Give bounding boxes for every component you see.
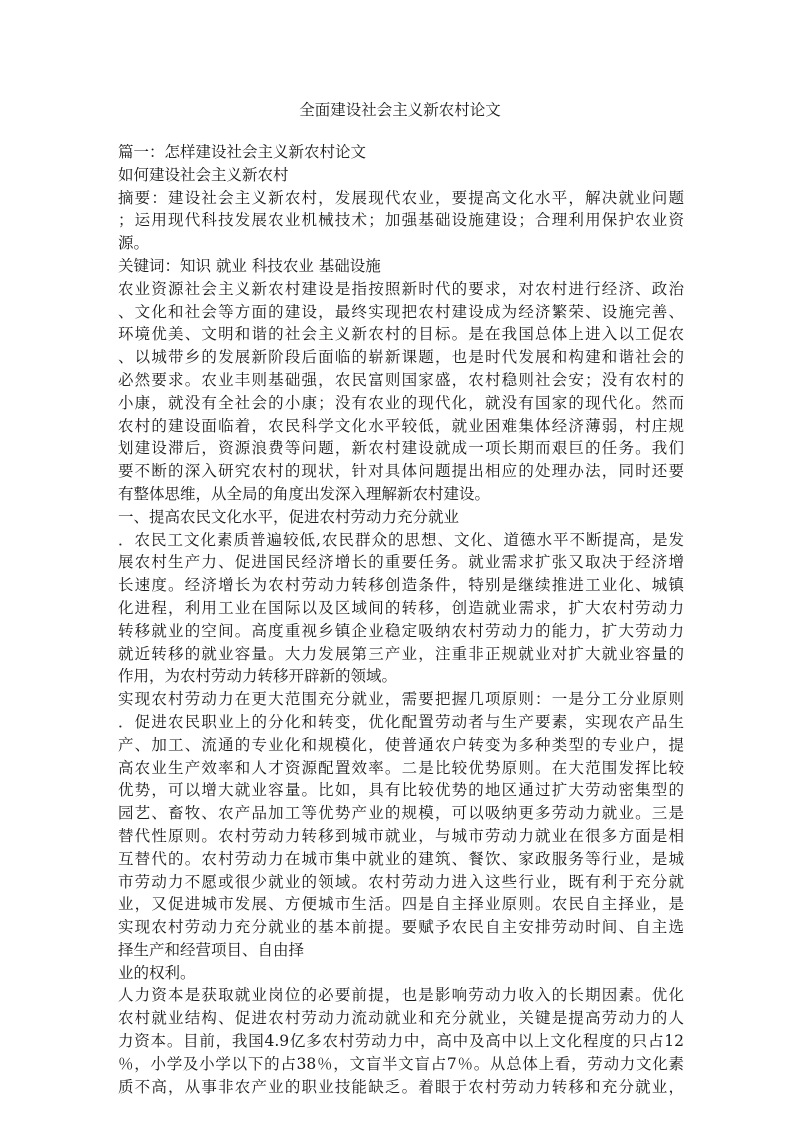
text-line: 一、提高农民文化水平，促进农村劳动力充分就业 [118,507,460,526]
text-line: 互替代的。农村劳动力在城市集中就业的建筑、餐饮、家政服务等行业，是城 [118,849,684,868]
text-line: 源。 [118,234,150,253]
text-line: 长速度。经济增长为农村劳动力转移创造条件，特别是继续推进工业化、城镇 [118,576,684,595]
text-line: 关键词：知识 就业 科技农业 基础设施 [118,256,381,275]
text-line: 质不高，从事非农产业的职业技能缺乏。着眼于农村劳动力转移和充分就业， [118,1077,684,1096]
text-line: 篇一：怎样建设社会主义新农村论文 [118,143,367,161]
text-line: ．农民工文化素质普遍较低,农民群众的思想、文化、道德水平不断提高，是发 [118,530,684,549]
text-line: 力资本。目前，我国4.9亿多农村劳动力中，高中及高中以上文化程度的只占12 [118,1032,684,1051]
text-line: ％，小学及小学以下的占38％，文盲半文盲占7％。从总体上看，劳动力文化素 [118,1054,684,1073]
text-line: 摘要：建设社会主义新农村，发展现代农业，要提高文化水平，解决就业问题 [118,188,684,207]
text-line: 就近转移的就业容量。大力发展第三产业，注重非正规就业对扩大就业容量的 [118,644,684,663]
text-line: 农业资源社会主义新农村建设是指按照新时代的要求，对农村进行经济、政治 [118,279,684,298]
text-line: 展农村生产力、促进国民经济增长的重要任务。就业需求扩张又取决于经济增 [118,553,684,572]
text-line: 业，又促进城市发展、方便城市生活。四是自主择业原则。农民自主择业，是 [118,895,684,914]
text-line: 、以城带乡的发展新阶段后面临的崭新课题，也是时代发展和构建和谐社会的 [118,348,684,367]
text-line: 业的权利。 [118,963,196,982]
text-line: 小康，就没有全社会的小康；没有农业的现代化，就没有国家的现代化。然而 [118,393,684,412]
text-line: 要不断的深入研究农村的现状，针对具体问题提出相应的处理办法，同时还要 [118,462,684,481]
text-line: ．促进农民职业上的分化和转变，优化配置劳动者与生产要素，实现农产品生 [118,712,684,731]
text-line: ；运用现代科技发展农业机械技术；加强基础设施建设；合理利用保护农业资 [118,211,684,230]
document-title: 全面建设社会主义新农村论文 [299,101,501,119]
text-line: 园艺、畜牧、农产品加工等优势产业的规模，可以吸纳更多劳动力就业。三是 [118,804,684,823]
text-line: 如何建设社会主义新农村 [118,165,289,184]
text-line: 划建设滞后，资源浪费等问题，新农村建设就成一项长期而艰巨的任务。我们 [118,439,684,458]
text-line: 农村的建设面临着，农民科学文化水平较低，就业困难集体经济薄弱，村庄规 [118,416,684,435]
text-line: 实现农村劳动力在更大范围充分就业，需要把握几项原则：一是分工分业原则 [118,690,684,709]
text-line: 产、加工、流通的专业化和规模化，使普通农户转变为多种类型的专业户，提 [118,735,684,754]
text-line: 有整体思维，从全局的角度出发深入理解新农村建设。 [118,484,491,503]
text-line: 农村就业结构、促进农村劳动力流动就业和充分就业，关键是提高劳动力的人 [118,1009,684,1028]
text-line: 替代性原则。农村劳动力转移到城市就业，与城市劳动力就业在很多方面是相 [118,826,684,845]
text-line: 转移就业的空间。高度重视乡镇企业稳定吸纳农村劳动力的能力，扩大劳动力 [118,621,684,640]
document-body [118,141,684,1098]
text-line: 、文化和社会等方面的建设，最终实现把农村建设成为经济繁荣、设施完善、 [118,302,684,321]
text-line: 实现农村劳动力充分就业的基本前提。要赋予农民自主安排劳动时间、自主选 [118,918,684,937]
text-line: 人力资本是获取就业岗位的必要前提，也是影响劳动力收入的长期因素。优化 [118,986,684,1005]
text-line: 必然要求。农业丰则基础强，农民富则国家盛，农村稳则社会安；没有农村的 [118,370,684,389]
text-line: 优势，可以增大就业容量。比如，具有比较优势的地区通过扩大劳动密集型的 [118,781,684,800]
text-line: 择生产和经营项目、自由择 [118,940,305,959]
text-line: 市劳动力不愿或很少就业的领域。农村劳动力进入这些行业，既有利于充分就 [118,872,684,891]
text-line: 环境优美、文明和谐的社会主义新农村的目标。是在我国总体上进入以工促农 [118,325,684,344]
text-line: 作用，为农村劳动力转移开辟新的领域。 [118,667,398,686]
text-line: 高农业生产效率和人才资源配置效率。二是比较优势原则。在大范围发挥比较 [118,758,684,777]
text-line: 化进程，利用工业在国际以及区域间的转移，创造就业需求，扩大农村劳动力 [118,598,684,617]
